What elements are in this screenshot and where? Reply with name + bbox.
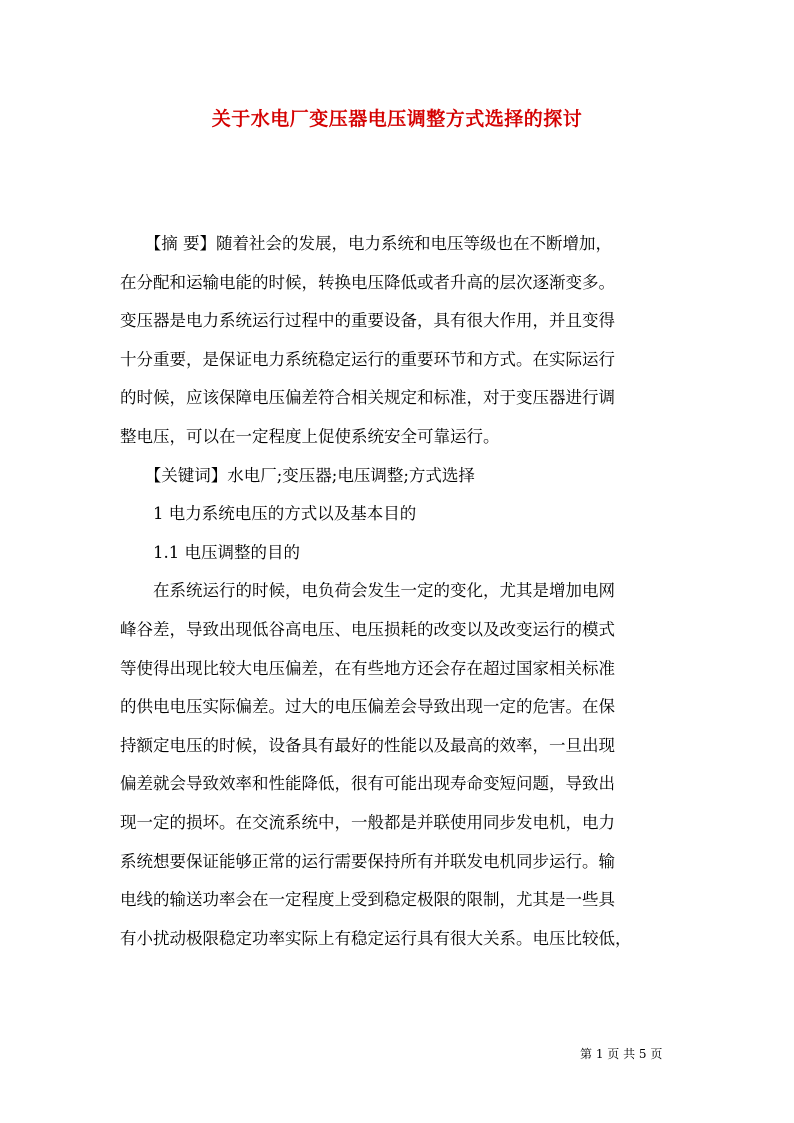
body-line: 电线的输送功率会在一定程度上受到稳定极限的限制，尤其是一些具 xyxy=(120,890,615,910)
page-footer: 第 1 页 共 5 页 xyxy=(580,1047,663,1061)
body-line: 现一定的损坏。在交流系统中，一般都是并联使用同步发电机，电力 xyxy=(120,812,615,832)
body-line: 【关键词】水电厂;变压器;电压调整;方式选择 xyxy=(120,465,475,485)
body-line: 等使得出现比较大电压偏差，在有些地方还会存在超过国家相关标准 xyxy=(120,658,615,678)
body-line: 持额定电压的时候，设备具有最好的性能以及最高的效率，一旦出现 xyxy=(120,735,615,755)
body-line: 1 电力系统电压的方式以及基本目的 xyxy=(120,504,417,524)
body-line: 十分重要，是保证电力系统稳定运行的重要环节和方式。在实际运行 xyxy=(120,349,615,369)
body-line: 1.1 电压调整的目的 xyxy=(120,542,300,562)
body-line: 【摘 要】随着社会的发展，电力系统和电压等级也在不断增加， xyxy=(120,234,612,253)
body-line: 的时候，应该保障电压偏差符合相关规定和标准，对于变压器进行调 xyxy=(120,388,615,408)
document-body xyxy=(120,225,680,958)
body-line: 有小扰动极限稳定功率实际上有稳定运行具有很大关系。电压比较低， xyxy=(120,928,632,948)
body-line: 整电压，可以在一定程度上促使系统安全可靠运行。 xyxy=(120,426,500,446)
body-line: 峰谷差，导致出现低谷高电压、电压损耗的改变以及改变运行的模式 xyxy=(120,619,615,639)
document-title: 关于水电厂变压器电压调整方式选择的探讨 xyxy=(211,108,583,130)
body-line: 系统想要保证能够正常的运行需要保持所有并联发电机同步运行。输 xyxy=(120,851,615,871)
body-line: 偏差就会导致效率和性能降低，很有可能出现寿命变短问题，导致出 xyxy=(120,774,615,794)
body-line: 在系统运行的时候，电负荷会发生一定的变化，尤其是增加电网 xyxy=(120,581,615,601)
body-line: 在分配和运输电能的时候，转换电压降低或者升高的层次逐渐变多。 xyxy=(120,272,615,292)
body-line: 的供电电压实际偏差。过大的电压偏差会导致出现一定的危害。在保 xyxy=(120,697,615,717)
body-line: 变压器是电力系统运行过程中的重要设备，具有很大作用，并且变得 xyxy=(120,311,615,331)
